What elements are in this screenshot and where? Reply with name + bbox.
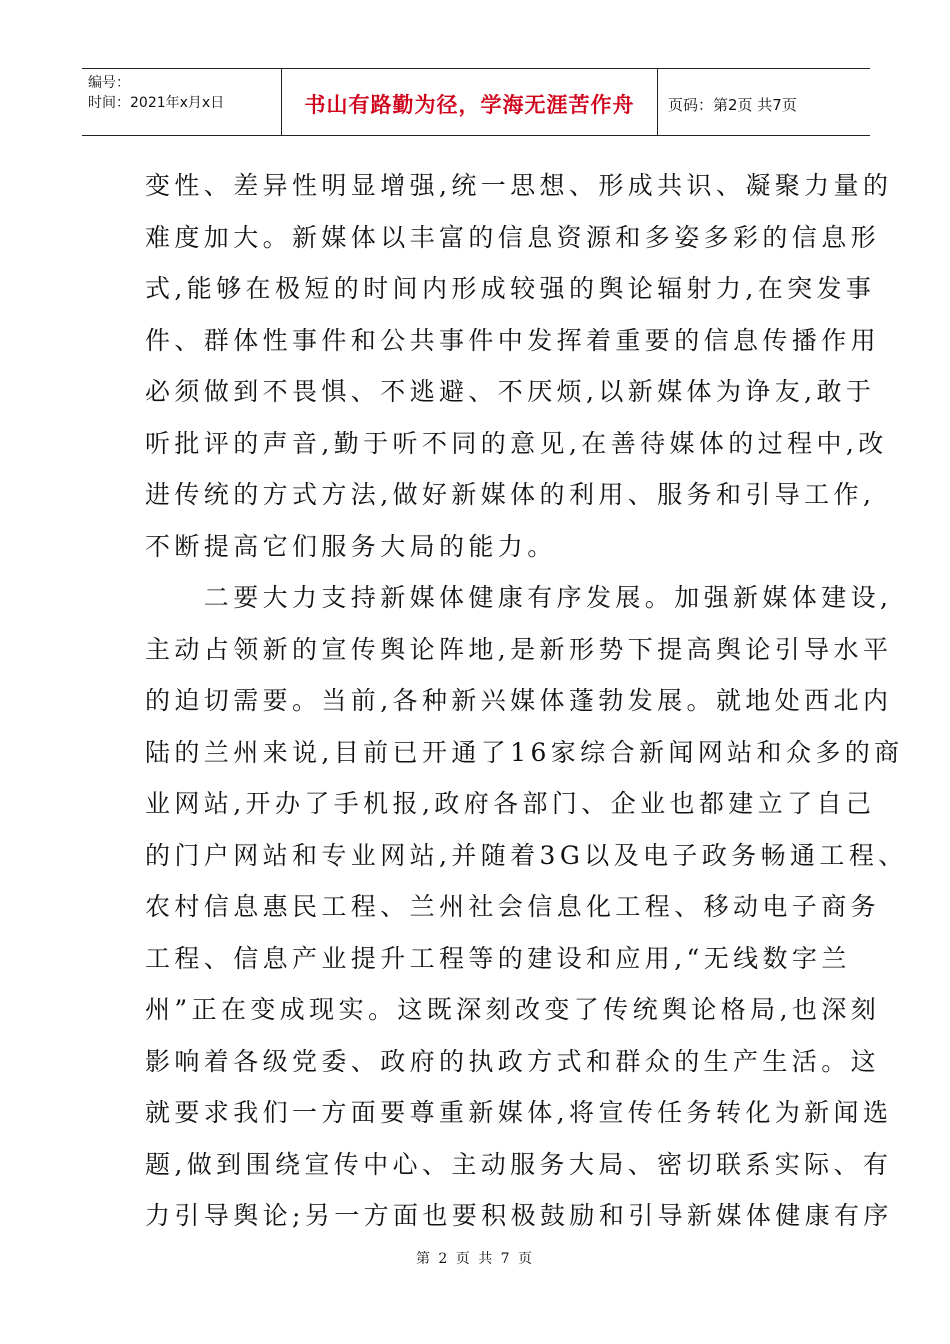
text-line: 必须做到不畏惧、不逃避、不厌烦,以新媒体为诤友,敢于 bbox=[145, 377, 876, 406]
text-line: 题,做到围绕宣传中心、主动服务大局、密切联系实际、有 bbox=[145, 1149, 893, 1179]
header-motto: 书山有路勤为径，学海无涯苦作舟 bbox=[282, 69, 658, 135]
text-line: 件、群体性事件和公共事件中发挥着重要的信息传播作用 bbox=[145, 325, 881, 355]
document-header bbox=[82, 68, 870, 136]
page-footer: 第 2 页 共 7 页 bbox=[415, 1251, 535, 1267]
header-page-info: 页码：第2页 共7页 bbox=[668, 95, 797, 114]
text-line: 不断提高它们服务大局的能力。 bbox=[145, 531, 557, 561]
body-text bbox=[145, 160, 908, 1242]
text-line: 陆的兰州来说,目前已开通了16家综合新闻网站和众多的商 bbox=[145, 737, 904, 767]
text-line: 式,能够在极短的时间内形成较强的舆论辐射力,在突发事 bbox=[145, 274, 876, 303]
text-line: 农村信息惠民工程、兰州社会信息化工程、移动电子商务 bbox=[145, 892, 881, 921]
text-line: 难度加大。新媒体以丰富的信息资源和多姿多彩的信息形 bbox=[145, 222, 881, 252]
text-line: 州”正在变成现实。这既深刻改变了传统舆论格局,也深刻 bbox=[145, 995, 881, 1024]
text-line: 力引导舆论;另一方面也要积极鼓励和引导新媒体健康有序 bbox=[145, 1201, 893, 1230]
text-line: 的门户网站和专业网站,并随着3G以及电子政务畅通工程、 bbox=[145, 840, 908, 870]
text-line: 主动占领新的宣传舆论阵地,是新形势下提高舆论引导水平 bbox=[145, 634, 893, 664]
text-line: 进传统的方式方法,做好新媒体的利用、服务和引导工作, bbox=[145, 480, 876, 509]
text-line: 听批评的声音,勤于听不同的意见,在善待媒体的过程中,改 bbox=[145, 428, 888, 458]
date-label: 时间：2021年x月x日 bbox=[88, 95, 225, 111]
text-line: 影响着各级党委、政府的执政方式和群众的生产生活。这 bbox=[145, 1046, 881, 1076]
text-line: 变性、差异性明显增强,统一思想、形成共识、凝聚力量的 bbox=[145, 171, 893, 200]
text-line: 二要大力支持新媒体健康有序发展。加强新媒体建设, bbox=[145, 583, 893, 612]
number-label: 编号： bbox=[88, 75, 130, 91]
header-meta bbox=[82, 69, 282, 135]
text-line: 业网站,开办了手机报,政府各部门、企业也都建立了自己 bbox=[145, 789, 876, 818]
text-line: 就要求我们一方面要尊重新媒体,将宣传任务转化为新闻选 bbox=[145, 1098, 893, 1127]
text-line: 工程、信息产业提升工程等的建设和应用,“无线数字兰 bbox=[145, 943, 851, 973]
text-line: 的迫切需要。当前,各种新兴媒体蓬勃发展。就地处西北内 bbox=[145, 686, 893, 715]
